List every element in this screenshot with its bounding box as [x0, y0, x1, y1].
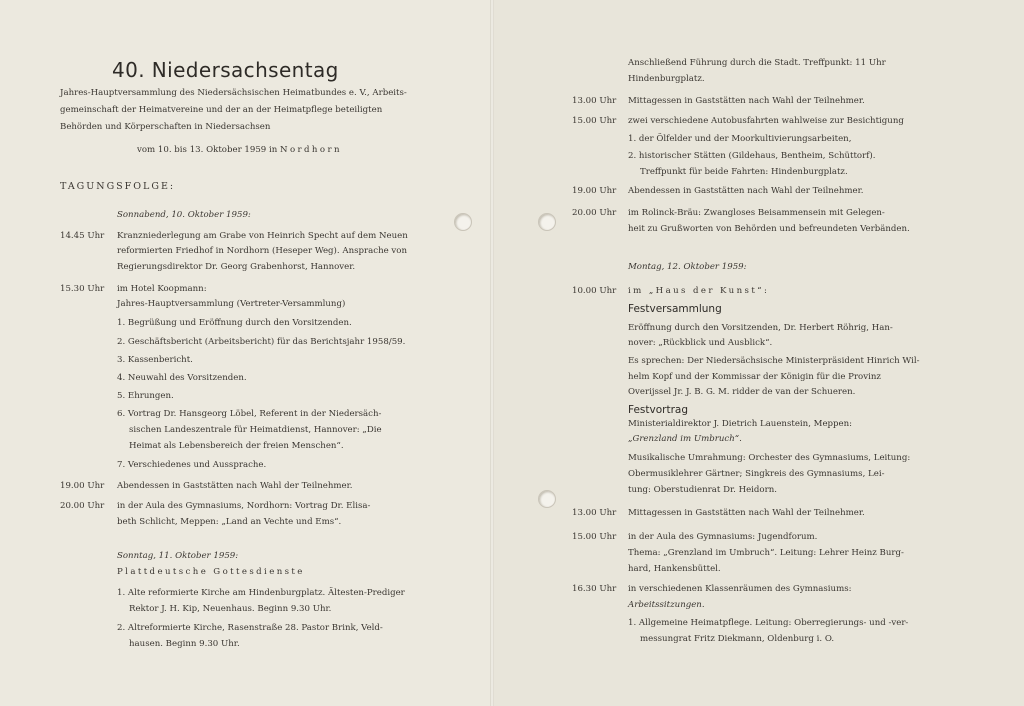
event-time: 13.00 Uhr — [572, 96, 617, 106]
agenda-item: 2. Geschäftsbericht (Arbeitsbericht) für das Berichtsjahr 1958/59. — [117, 337, 406, 347]
day-heading-monday: Montag, 12. Oktober 1959: — [628, 262, 747, 272]
event-time: 16.30 Uhr — [572, 584, 617, 594]
agenda-item: sischen Landeszentrale für Heimatdienst, Hannover: „Die — [129, 425, 382, 435]
event-dates-prefix: vom 10. bis 13. Oktober 1959 in — [137, 145, 278, 155]
punch-hole — [538, 213, 556, 231]
event-line: Treffpunkt für beide Fahrten: Hindenburgplatz. — [640, 167, 848, 177]
day-heading-sunday: Sonntag, 11. Oktober 1959: — [117, 551, 239, 561]
fest-line: Es sprechen: Der Niedersächsische Ministerpräsident Hinrich Wil- — [628, 356, 920, 366]
vortrag-line: tung: Oberstudienrat Dr. Heidorn. — [628, 485, 777, 495]
sunday-item: 2. Altreformierte Kirche, Rasenstraße 28. Pastor Brink, Veld- — [117, 623, 383, 633]
event-line: in der Aula des Gymnasiums: Jugendforum. — [628, 532, 818, 542]
text-line: Hindenburgplatz. — [628, 74, 705, 84]
agenda-item: 1. Begrüßung und Eröffnung durch den Vorsitzenden. — [117, 318, 352, 328]
event-line: Abendessen in Gaststätten nach Wahl der Teilnehmer. — [117, 481, 353, 491]
page-fold — [490, 0, 494, 706]
event-time: 14.45 Uhr — [60, 231, 105, 241]
intro-line: Behörden und Körperschaften in Niedersachsen — [60, 122, 271, 132]
event-line: Arbeitssitzungen. — [628, 600, 705, 610]
vortrag-line: Ministerialdirektor J. Dietrich Lauenstein, Meppen: — [628, 419, 853, 429]
festvortrag-heading: Festvortrag — [628, 404, 689, 416]
event-time: 20.00 Uhr — [572, 208, 617, 218]
event-line: Abendessen in Gaststätten nach Wahl der Teilnehmer. — [628, 186, 864, 196]
event-line: im Hotel Koopmann: — [117, 284, 207, 294]
punch-hole — [538, 490, 556, 508]
event-time: 15.30 Uhr — [60, 284, 105, 294]
intro-line: gemeinschaft der Heimatvereine und der an der Heimatpflege beteiligten — [60, 105, 383, 115]
vortrag-line: Musikalische Umrahmung: Orchester des Gymnasiums, Leitung: — [628, 453, 911, 463]
festversammlung-heading: Festversammlung — [628, 303, 722, 315]
event-line: Mittagessen in Gaststätten nach Wahl der Teilnehmer. — [628, 508, 865, 518]
event-line: im Rolinck-Bräu: Zwangloses Beisammensein mit Gelegen- — [628, 208, 885, 218]
venue-line: im „Haus der Kunst“: — [628, 286, 770, 296]
agenda-item: 6. Vortrag Dr. Hansgeorg Löbel, Referent in der Niedersäch- — [117, 409, 382, 419]
event-line: Regierungsdirektor Dr. Georg Grabenhorst, Hannover. — [117, 262, 356, 272]
event-line: beth Schlicht, Meppen: „Land an Vechte und Ems“. — [117, 517, 342, 527]
agenda-item: 7. Verschiedenes und Aussprache. — [117, 460, 267, 470]
event-line: Mittagessen in Gaststätten nach Wahl der Teilnehmer. — [628, 96, 865, 106]
event-time: 15.00 Uhr — [572, 532, 617, 542]
agenda-item: 3. Kassenbericht. — [117, 355, 193, 365]
intro-line: Jahres-Hauptversammlung des Niedersächsischen Heimatbundes e. V., Arbeits- — [60, 88, 407, 98]
event-time: 20.00 Uhr — [60, 501, 105, 511]
event-line: in der Aula des Gymnasiums, Nordhorn: Vortrag Dr. Elisa- — [117, 501, 371, 511]
event-line: reformierten Friedhof in Nordhorn (Heseper Weg). Ansprache von — [117, 246, 407, 256]
text-line: Anschließend Führung durch die Stadt. Treffpunkt: 11 Uhr — [628, 58, 886, 68]
page-title: 40. Niedersachsentag — [112, 58, 339, 82]
vortrag-line: Obermusiklehrer Gärtner; Singkreis des Gymnasiums, Lei- — [628, 469, 885, 479]
fest-line: helm Kopf und der Kommissar der Königin für die Provinz — [628, 372, 881, 382]
event-line: 1. der Ölfelder und der Moorkultivierungsarbeiten, — [628, 134, 852, 144]
event-line: hard, Hankensbüttel. — [628, 564, 721, 574]
fest-line: nover: „Rückblick und Ausblick“. — [628, 338, 773, 348]
agenda-item: 5. Ehrungen. — [117, 391, 174, 401]
event-time: 15.00 Uhr — [572, 116, 617, 126]
fest-line: Eröffnung durch den Vorsitzenden, Dr. Herbert Röhrig, Han- — [628, 323, 893, 333]
event-line: zwei verschiedene Autobusfahrten wahlweise zur Besichtigung — [628, 116, 904, 126]
event-line: 1. Allgemeine Heimatpflege. Leitung: Oberregierungs- und -ver- — [628, 618, 909, 628]
event-line: in verschiedenen Klassenräumen des Gymnasiums: — [628, 584, 852, 594]
event-line: Thema: „Grenzland im Umbruch“. Leitung: Lehrer Heinz Burg- — [628, 548, 904, 558]
event-line: Kranzniederlegung am Grabe von Heinrich Specht auf dem Neuen — [117, 231, 408, 241]
agenda-item: Heimat als Lebensbereich der freien Menschen“. — [129, 441, 344, 451]
section-heading: TAGUNGSFOLGE: — [60, 181, 176, 192]
punch-hole — [454, 213, 472, 231]
day-heading-saturday: Sonnabend, 10. Oktober 1959: — [117, 210, 251, 220]
event-line: Jahres-Hauptversammlung (Vertreter-Versammlung) — [117, 299, 346, 309]
fest-line: Overijssel Jr. J. B. G. M. ridder de van der Schueren. — [628, 387, 856, 397]
event-time: 13.00 Uhr — [572, 508, 617, 518]
event-line: 2. historischer Stätten (Gildehaus, Bentheim, Schüttorf). — [628, 151, 876, 161]
event-time: 10.00 Uhr — [572, 286, 617, 296]
sunday-subheading: Plattdeutsche Gottesdienste — [117, 567, 305, 577]
event-dates — [137, 142, 342, 158]
event-line: heit zu Grußworten von Behörden und befreundeten Verbänden. — [628, 224, 910, 234]
sunday-item: Rektor J. H. Kip, Neuenhaus. Beginn 9.30 Uhr. — [129, 604, 332, 614]
event-line: messungrat Fritz Diekmann, Oldenburg i. O. — [640, 634, 835, 644]
sunday-item: hausen. Beginn 9.30 Uhr. — [129, 639, 240, 649]
vortrag-line: „Grenzland im Umbruch“. — [628, 434, 742, 444]
agenda-item: 4. Neuwahl des Vorsitzenden. — [117, 373, 247, 383]
event-time: 19.00 Uhr — [572, 186, 617, 196]
event-time: 19.00 Uhr — [60, 481, 105, 491]
sunday-item: 1. Alte reformierte Kirche am Hindenburgplatz. Ältesten-Prediger — [117, 588, 405, 598]
event-place: Nordhorn — [280, 145, 342, 155]
